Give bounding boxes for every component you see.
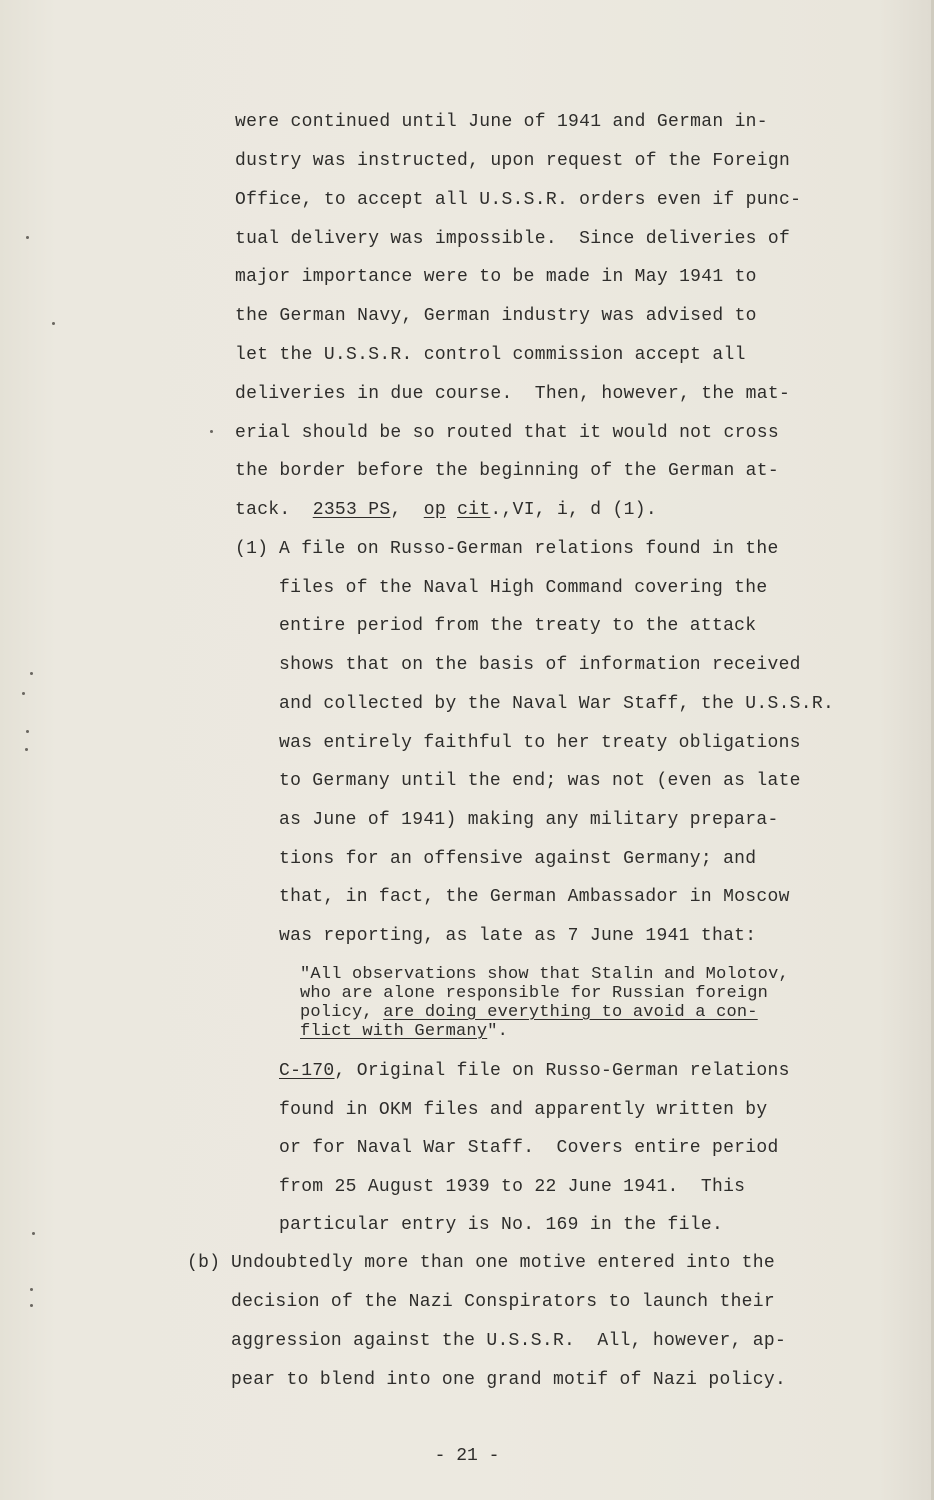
citation-cit: cit [457, 500, 491, 520]
footnote-marker: (1) [235, 539, 269, 559]
citation-space [446, 500, 457, 520]
citation-rest: .,VI, i, d (1). [490, 500, 657, 520]
text-line: A file on Russo-German relations found in the [279, 539, 779, 559]
text-line: entire period from the treaty to the attack [279, 616, 757, 636]
text-line: dustry was instructed, upon request of the Foreign [235, 151, 791, 171]
source-text: , Original file on Russo-German relations [334, 1061, 790, 1081]
page-number: - 21 - [434, 1446, 500, 1466]
scan-speck [22, 692, 25, 695]
citation-document-id: 2353 PS [312, 500, 391, 520]
scan-speck [32, 1232, 35, 1235]
text-line: from 25 August 1939 to 22 June 1941. This [279, 1177, 746, 1197]
citation-op: op [423, 500, 446, 520]
text-line: pear to blend into one grand motif of Nazi policy. [231, 1370, 787, 1390]
text-line: decision of the Nazi Conspirators to launch their [231, 1292, 775, 1312]
text-line: to Germany until the end; was not (even as late [279, 771, 801, 791]
text-line: particular entry is No. 169 in the file. [279, 1215, 724, 1235]
scan-speck [25, 748, 28, 751]
text-line: and collected by the Naval War Staff, the U.S.S.R. [279, 694, 835, 714]
text-line: let the U.S.S.R. control commission accept all [235, 345, 746, 365]
scan-speck [30, 1304, 33, 1307]
text-line: or for Naval War Staff. Covers entire period [279, 1138, 779, 1158]
text-line: deliveries in due course. Then, however, the mat- [235, 384, 791, 404]
scan-speck [26, 236, 29, 239]
text-line: aggression against the U.S.S.R. All, however, ap- [231, 1331, 787, 1351]
quote-line: who are alone responsible for Russian foreign [300, 984, 769, 1003]
text-line: files of the Naval High Command covering the [279, 578, 768, 598]
text-line: tual delivery was impossible. Since deliveries of [235, 229, 791, 249]
text-line: were continued until June of 1941 and German in- [235, 112, 768, 132]
citation-lead: tack. [235, 500, 313, 520]
quote-underlined: are doing everything to avoid a con- [383, 1003, 758, 1022]
text-line: the German Navy, German industry was advised to [235, 306, 757, 326]
quote-line [300, 1022, 508, 1041]
citation-separator: , [390, 500, 424, 520]
quote-closing: ". [487, 1022, 509, 1041]
text-line: tions for an offensive against Germany; and [279, 849, 757, 869]
text-line: Undoubtedly more than one motive entered into the [231, 1253, 775, 1273]
text-line: found in OKM files and apparently written by [279, 1100, 768, 1120]
scan-speck [210, 430, 213, 433]
quote-line: "All observations show that Stalin and Molotov, [300, 965, 789, 984]
text-line: erial should be so routed that it would not cross [235, 423, 779, 443]
section-b-marker: (b) [187, 1253, 221, 1273]
scan-speck [30, 1288, 33, 1291]
text-line: major importance were to be made in May 1941 to [235, 267, 757, 287]
text-line: the border before the beginning of the German at- [235, 461, 779, 481]
quote-line [300, 1003, 758, 1022]
quote-plain: policy, [300, 1003, 384, 1022]
quote-underlined: flict with Germany [300, 1022, 488, 1041]
text-line: was entirely faithful to her treaty obligations [279, 733, 801, 753]
citation-line [235, 499, 657, 521]
source-first-line [279, 1060, 790, 1082]
scan-speck [30, 672, 33, 675]
scan-speck [26, 730, 29, 733]
source-document-id: C-170 [279, 1061, 335, 1081]
text-line: Office, to accept all U.S.S.R. orders even if punc- [235, 190, 802, 210]
text-line: was reporting, as late as 7 June 1941 that: [279, 926, 757, 946]
text-line: that, in fact, the German Ambassador in Moscow [279, 887, 790, 907]
text-line: as June of 1941) making any military prepara- [279, 810, 779, 830]
scan-speck [52, 322, 55, 325]
text-line: shows that on the basis of information received [279, 655, 801, 675]
